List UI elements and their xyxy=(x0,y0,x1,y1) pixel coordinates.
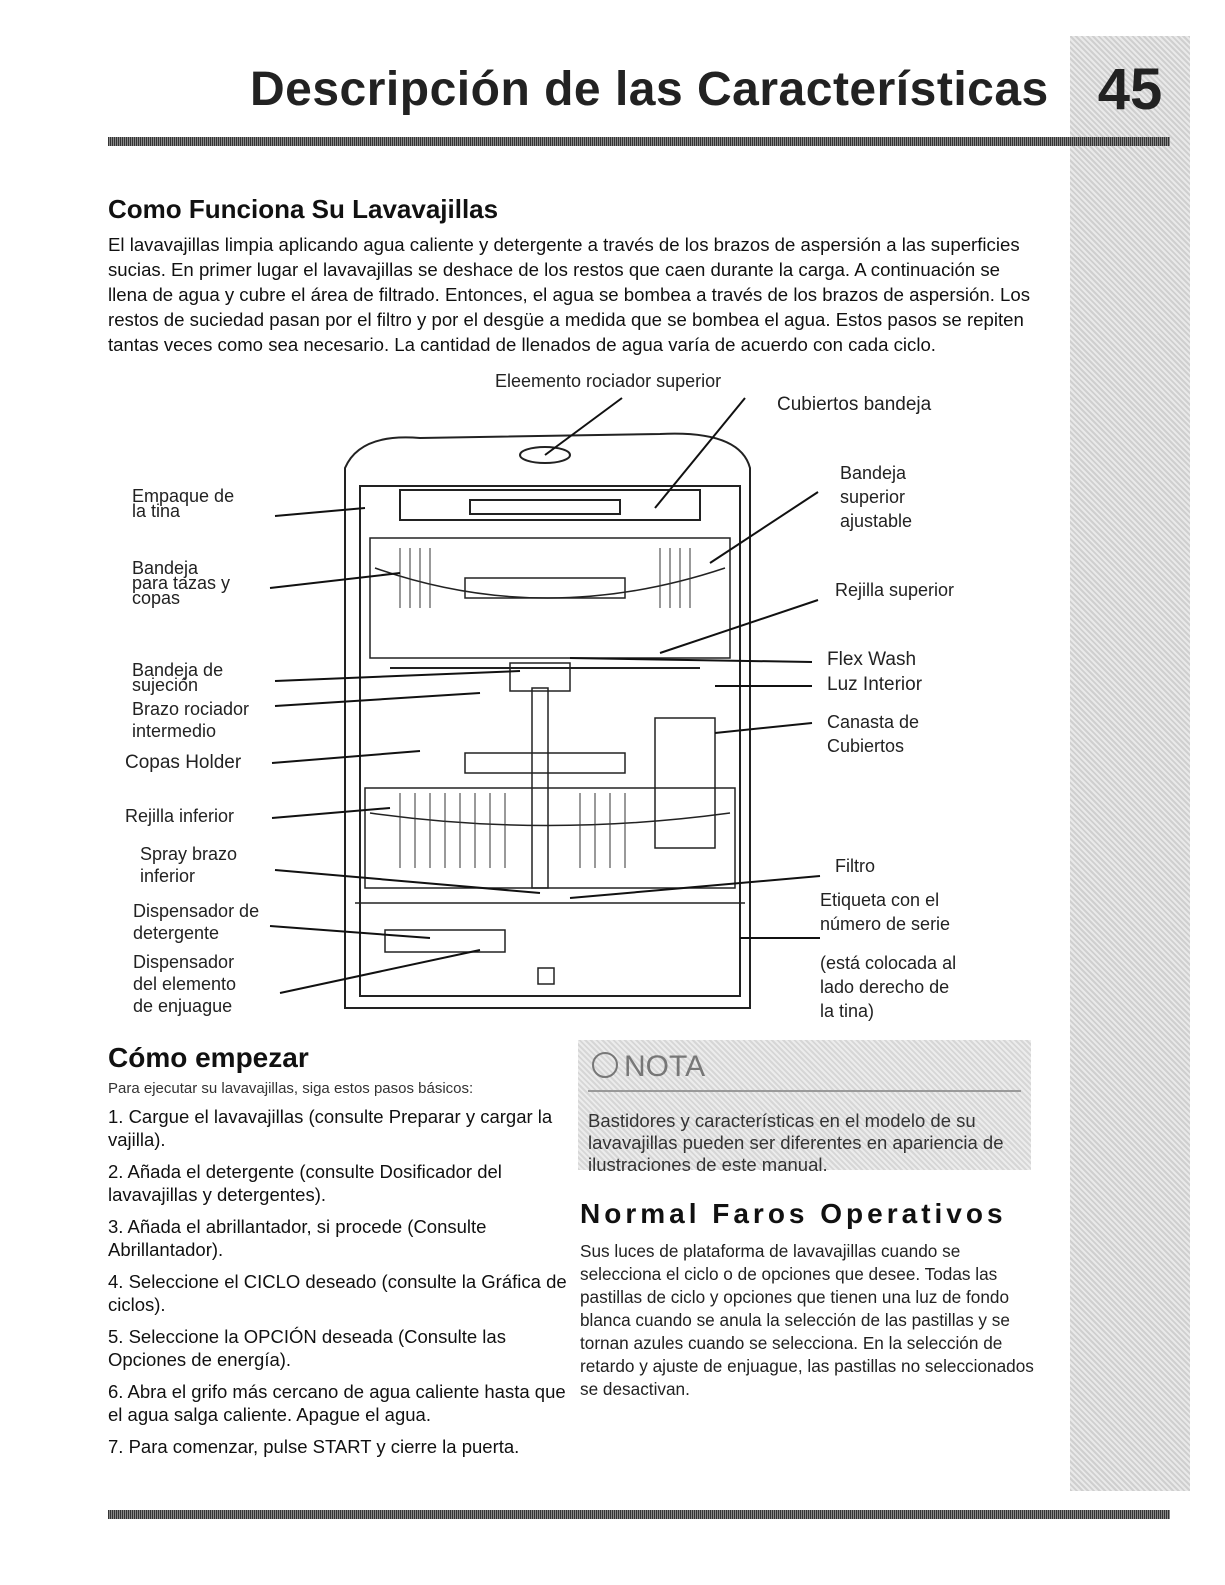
label-line: Bandeja xyxy=(132,558,199,578)
label-line: de enjuague xyxy=(133,996,233,1016)
label-line: Spray brazo xyxy=(140,844,238,864)
label-line: superior xyxy=(840,487,906,507)
label-line: lado derecho de xyxy=(820,977,950,997)
label-bandeja-superior-ajustable xyxy=(840,461,912,533)
label-line: inferior xyxy=(140,866,196,886)
nota-box xyxy=(578,1040,1031,1175)
label-line: la tina) xyxy=(820,1001,875,1021)
label-bandeja-tazas-copas xyxy=(132,558,231,608)
nota-text: Bastidores y características en el modelo de su lavavajillas pueden ser diferentes en apariencia de ilustraciones de este manual. xyxy=(588,1110,1004,1175)
label-line: copas xyxy=(132,588,181,608)
label-line: Empaque de xyxy=(132,486,235,506)
faros-paragraph: Sus luces de plataforma de lavavajillas cuando se selecciona el ciclo o de opciones que desee. Todas las pastillas de ciclo y opciones que tienen una luz de fondo blanca cuando se anula la selección de las pastillas y se tornan azules cuando se selecciona. En la selección de retardo y ajuste de enjuague, las pastillas no seleccionados se desactivan. xyxy=(580,1241,1034,1399)
note-icon xyxy=(592,1052,618,1078)
label-luz-interior: Luz Interior xyxy=(827,674,923,695)
label-etiqueta-numero-serie xyxy=(820,888,950,936)
label-canasta-cubiertos xyxy=(827,710,919,758)
label-line: sujeción xyxy=(132,675,199,695)
label-flex-wash: Flex Wash xyxy=(827,649,917,670)
label-line: del elemento xyxy=(133,974,237,994)
label-brazo-rociador-intermedio xyxy=(132,698,249,742)
label-empaque-de-la-tina xyxy=(132,486,235,521)
step-item: 6. Abra el grifo más cercano de agua caliente hasta que el agua salga caliente. Apague el agua. xyxy=(108,1381,566,1425)
label-line: (está colocada al xyxy=(820,953,957,973)
nota-divider xyxy=(588,1090,1021,1092)
label-line: Etiqueta con el xyxy=(820,890,940,910)
step-item: 2. Añada el detergente (consulte Dosificador del lavavajillas y detergentes). xyxy=(108,1161,502,1205)
label-line: Dispensador xyxy=(133,952,235,972)
header-rule xyxy=(108,137,1170,146)
page-side-tab xyxy=(1070,36,1190,1491)
intro-paragraph: El lavavajillas limpia aplicando agua caliente y detergente a través de los brazos de aspersión a las superficies sucias. En primer lugar el lavavajillas se deshace de los restos que caen durante la carga. A continuación se llena de agua y cubre el área de filtrado. Entonces, el agua se bombea a través de los brazos de aspersión. Los restos de suciedad pasan por el filtro y por el desgüe a medida que se bombea el agua. Estos pasos se repiten tantas veces como sea necesario. La cantidad de llenados de agua varía de acuerdo con cada ciclo. xyxy=(108,234,1031,355)
label-etiqueta-ubicacion xyxy=(820,951,956,1023)
label-line: número de serie xyxy=(820,914,951,934)
step-item: 5. Seleccione la OPCIÓN deseada (Consulte las Opciones de energía). xyxy=(108,1326,506,1370)
label-dispensador-enjuague xyxy=(133,951,236,1017)
section-heading-como-empezar: Cómo empezar xyxy=(108,1042,309,1073)
label-eleemento-rociador: Eleemento rociador superior xyxy=(495,371,722,391)
footer-rule xyxy=(108,1510,1170,1519)
label-line: la tina xyxy=(132,501,181,521)
section-heading-faros-operativos: Normal Faros Operativos xyxy=(580,1198,1007,1229)
nota-heading-text: NOTA xyxy=(624,1050,706,1083)
steps-list xyxy=(108,1105,568,1467)
label-rejilla-superior: Rejilla superior xyxy=(835,580,955,600)
page-number: 45 xyxy=(1097,57,1163,122)
label-copas-holder: Copas Holder xyxy=(125,752,242,773)
label-dispensador-detergente xyxy=(133,900,259,944)
label-line: Bandeja de xyxy=(132,660,224,680)
label-line: Cubiertos xyxy=(827,736,905,756)
dishwasher-diagram xyxy=(100,368,1000,1030)
step-item: 4. Seleccione el CICLO deseado (consulte la Gráfica de ciclos). xyxy=(108,1271,567,1315)
label-line: Brazo rociador xyxy=(132,699,250,719)
label-spray-brazo-inferior xyxy=(140,843,237,887)
label-line: Canasta de xyxy=(827,712,920,732)
label-rejilla-inferior: Rejilla inferior xyxy=(125,806,235,826)
page-title: Descripción de las Características xyxy=(250,63,1049,116)
label-line: para tazas y xyxy=(132,573,231,593)
step-item: 3. Añada el abrillantador, si procede (Consulte Abrillantador). xyxy=(108,1216,487,1260)
step-item: 1. Cargue el lavavajillas (consulte Preparar y cargar la vajilla). xyxy=(108,1106,553,1150)
step-item: 7. Para comenzar, pulse START y cierre la puerta. xyxy=(108,1436,520,1457)
label-bandeja-sujecion xyxy=(132,660,224,695)
label-cubiertos-bandeja: Cubiertos bandeja xyxy=(777,394,932,415)
label-line: detergente xyxy=(133,923,220,943)
label-filtro: Filtro xyxy=(835,856,875,876)
label-line: Bandeja xyxy=(840,463,907,483)
nota-heading xyxy=(592,1050,705,1084)
como-empezar-intro: Para ejecutar su lavavajillas, siga estos pasos básicos: xyxy=(108,1080,474,1097)
section-heading-como-funciona: Como Funciona Su Lavavajillas xyxy=(108,194,499,224)
label-line: ajustable xyxy=(840,511,913,531)
label-line: intermedio xyxy=(132,721,217,741)
label-line: Dispensador de xyxy=(133,901,260,921)
